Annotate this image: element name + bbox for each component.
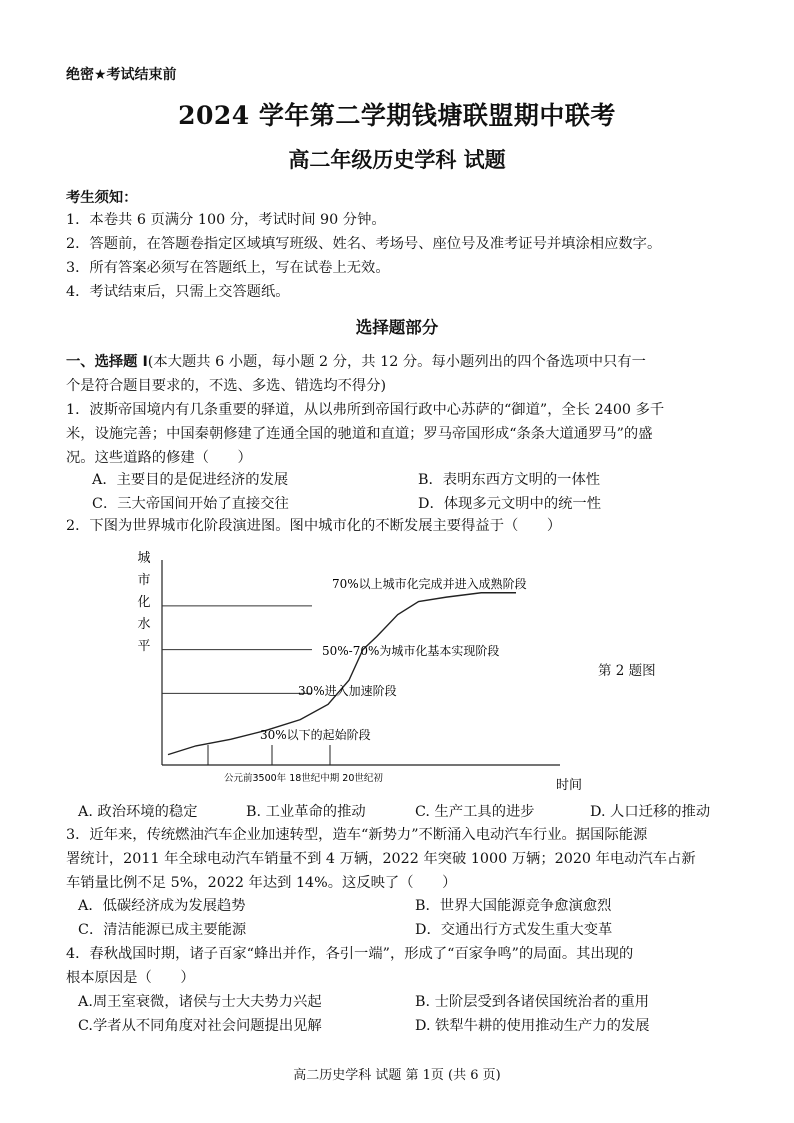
y-axis-label-char: 城 [137, 551, 151, 566]
question-2-text: 2．下图为世界城市化阶段演进图。图中城市化的不断发展主要得益于（ ） [66, 518, 562, 534]
page-footer: 高二历史学科 试题 第 1页 (共 6 页) [293, 1068, 501, 1083]
question-1-option-d: D．体现多元文明中的统一性 [418, 496, 602, 512]
question-2-option-a: A. 政治环境的稳定 [78, 804, 198, 820]
part-description [66, 350, 646, 374]
notice-heading: 考生须知： [66, 190, 138, 206]
question-4-option-a: A.周王室衰微，诸侯与士大夫势力兴起 [78, 994, 322, 1010]
question-1-text: 米，设施完善；中国秦朝修建了连通全国的驰道和直道；罗马帝国形成“条条大道通罗马”的盛 [66, 426, 653, 442]
stage-label: 30%进入加速阶段 [298, 684, 397, 698]
question-4-text: 4．春秋战国时期，诸子百家“蜂出并作，各引一端”，形成了“百家争鸣”的局面。其出现的 [66, 946, 634, 962]
notice-item: 3．所有答案必须写在答题纸上，写在试卷上无效。 [66, 260, 390, 276]
part-desc-2: 个是符合题目要求的，不选、多选、错选均不得分) [66, 378, 387, 394]
question-2-option-b: B. 工业革命的推动 [246, 804, 366, 820]
notice-item: 1．本卷共 6 页满分 100 分，考试时间 90 分钟。 [66, 212, 386, 228]
y-axis-label-char: 化 [137, 595, 151, 610]
y-axis-label-char: 水 [137, 617, 151, 632]
question-3-option-a: A．低碳经济成为发展趋势 [78, 898, 246, 914]
question-1-text: 1．波斯帝国境内有几条重要的驿道，从以弗所到帝国行政中心苏萨的“御道”，全长 2400 多千 [66, 402, 665, 418]
y-axis-label-char: 市 [137, 573, 151, 588]
confidential-marker: 绝密★考试结束前 [66, 67, 177, 83]
stage-label: 50%-70%为城市化基本实现阶段 [322, 644, 500, 658]
question-1-text: 况。这些道路的修建（ ） [66, 450, 252, 466]
question-4-text: 根本原因是（ ） [66, 970, 195, 986]
stage-label: 70%以上城市化完成并进入成熟阶段 [332, 577, 527, 591]
stage-label: 30%以下的起始阶段 [260, 728, 371, 742]
exam-subtitle: 高二年级历史学科 试题 [288, 147, 506, 172]
part-heading: 一、选择题 I [66, 354, 148, 370]
section-title: 选择题部分 [355, 318, 439, 337]
question-4-option-b: B. 士阶层受到各诸侯国统治者的重用 [415, 994, 650, 1010]
question-3-option-d: D．交通出行方式发生重大变革 [415, 922, 613, 938]
question-1-option-b: B．表明东西方文明的一体性 [418, 472, 601, 488]
notice-item: 4．考试结束后，只需上交答题纸。 [66, 284, 290, 300]
part-desc-1: (本大题共 6 小题，每小题 2 分，共 12 分。每小题列出的四个备选项中只有一 [147, 354, 646, 370]
question-2-option-d: D. 人口迁移的推动 [590, 804, 711, 820]
question-1-option-c: C．三大帝国间开始了直接交往 [92, 496, 289, 512]
question-3-text: 车销量比例不足 5%，2022 年达到 14%。这反映了（ ） [66, 875, 457, 891]
question-3-option-c: C．清洁能源已成主要能源 [78, 922, 247, 938]
x-tick-labels: 公元前3500年 18世纪中期 20世纪初 [224, 773, 383, 784]
question-3-option-b: B．世界大国能源竞争愈演愈烈 [415, 898, 612, 914]
y-axis-label-char: 平 [137, 639, 151, 654]
question-3-text: 3．近年来，传统燃油汽车企业加速转型，造车“新势力”不断涌入电动汽车行业。据国际能源 [66, 827, 648, 843]
question-2-option-c: C. 生产工具的进步 [415, 804, 535, 820]
question-3-text: 署统计，2011 年全球电动汽车销量不到 4 万辆，2022 年突破 1000 万辆；2020 年电动汽车占新 [66, 851, 696, 867]
exam-title: 2024 学年第二学期钱塘联盟期中联考 [178, 101, 616, 130]
question-4-option-c: C.学者从不同角度对社会问题提出见解 [78, 1018, 322, 1034]
question-4-option-d: D. 铁犁牛耕的使用推动生产力的发展 [415, 1018, 650, 1034]
question-1-option-a: A．主要目的是促进经济的发展 [92, 472, 289, 488]
notice-item: 2．答题前，在答题卷指定区域填写班级、姓名、考场号、座位号及准考证号并填涂相应数字。 [66, 236, 662, 252]
figure-caption: 第 2 题图 [598, 663, 656, 679]
x-axis-label: 时间 [556, 778, 583, 793]
